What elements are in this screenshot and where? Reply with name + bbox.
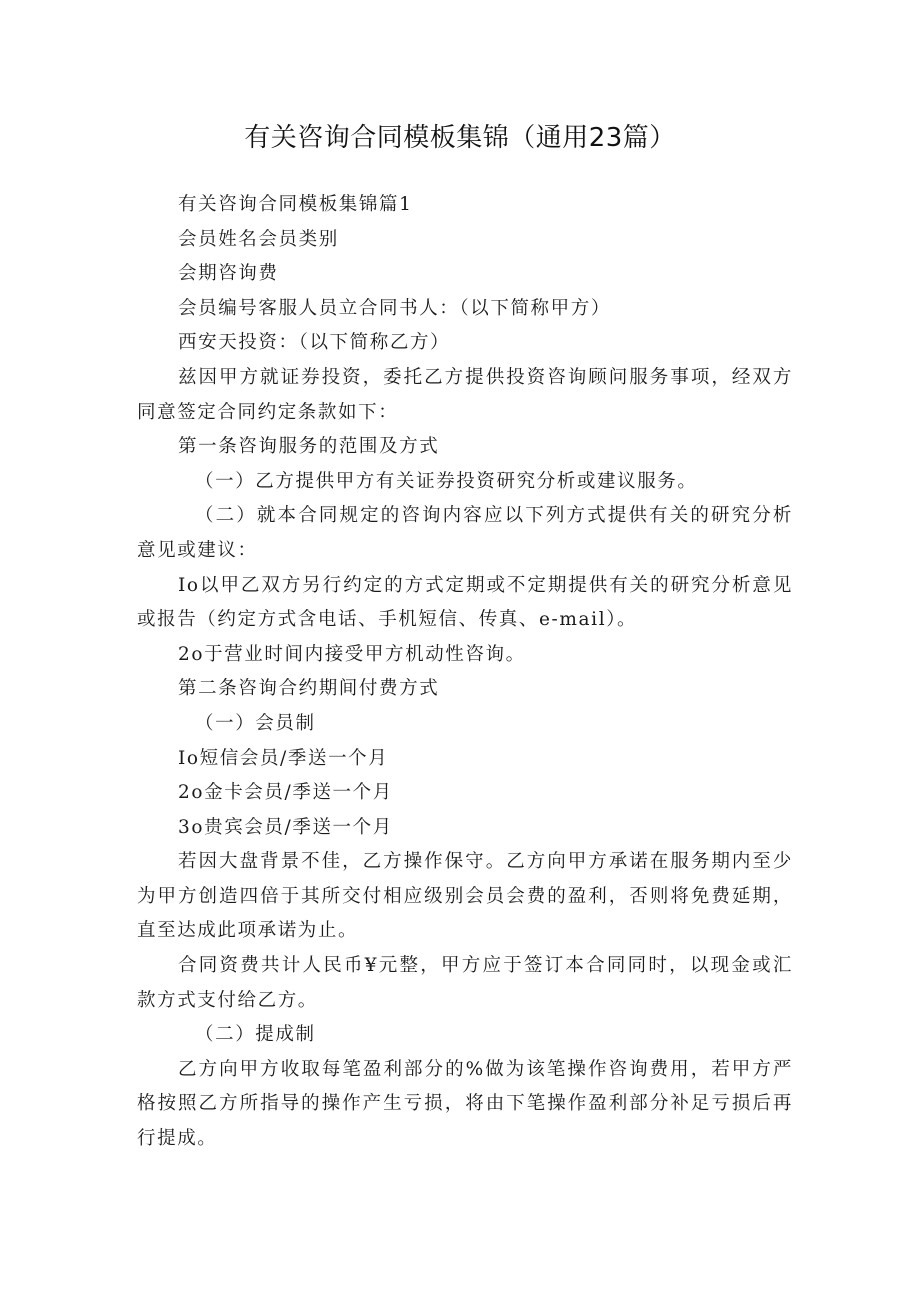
paragraph: 会期咨询费 — [178, 263, 279, 285]
paragraph: Io以甲乙双方另行约定的方式定期或不定期提供有关的研究分析意见或报告（约定方式含电话、手机短信、传真、e-mail）。 — [137, 574, 793, 631]
paragraph: 2o金卡会员/季送一个月 — [178, 782, 393, 804]
paragraph: （二）就本合同规定的咨询内容应以下列方式提供有关的研究分析意见或建议： — [137, 505, 793, 561]
paragraph: 有关咨询合同模板集锦篇1 — [178, 194, 413, 215]
paragraph: 若因大盘背景不佳，乙方操作保守。乙方向甲方承诺在服务期内至少为甲方创造四倍于其所交付相应级别会员会费的盈利，否则将免费延期，直至达成此项承诺为止。 — [137, 851, 793, 942]
paragraph: 2o于营业时间内接受甲方机动性咨询。 — [178, 643, 526, 665]
paragraph: 会员编号客服人员立合同书人：（以下简称甲方） — [178, 297, 611, 319]
paragraph: 西安天投资：（以下简称乙方） — [178, 332, 451, 354]
paragraph: 兹因甲方就证券投资，委托乙方提供投资咨询顾问服务事项，经双方同意签定合同约定条款如下： — [137, 366, 793, 423]
paragraph: （一）乙方提供甲方有关证券投资研究分析或建议服务。 — [195, 470, 698, 492]
paragraph: 第二条咨询合约期间付费方式 — [178, 678, 440, 700]
paragraph: 乙方向甲方收取每笔盈利部分的%做为该笔操作咨询费用，若甲方严格按照乙方所指导的操作产生亏损，将由下笔操作盈利部分补足亏损后再行提成。 — [137, 1058, 793, 1150]
paragraph: 合同资费共计人民币¥元整，甲方应于签订本合同同时，以现金或汇款方式支付给乙方。 — [137, 955, 793, 1011]
paragraph: 第一条咨询服务的范围及方式 — [178, 436, 440, 458]
paragraph: （二）提成制 — [195, 1024, 316, 1046]
paragraph: 会员姓名会员类别 — [178, 228, 339, 250]
paragraph: 3o贵宾会员/季送一个月 — [178, 816, 393, 838]
paragraph: Io短信会员/季送一个月 — [178, 747, 389, 769]
document-title: 有关咨询合同模板集锦（通用23篇） — [244, 123, 676, 153]
document-body — [137, 188, 793, 1157]
paragraph: （一）会员制 — [195, 712, 316, 734]
